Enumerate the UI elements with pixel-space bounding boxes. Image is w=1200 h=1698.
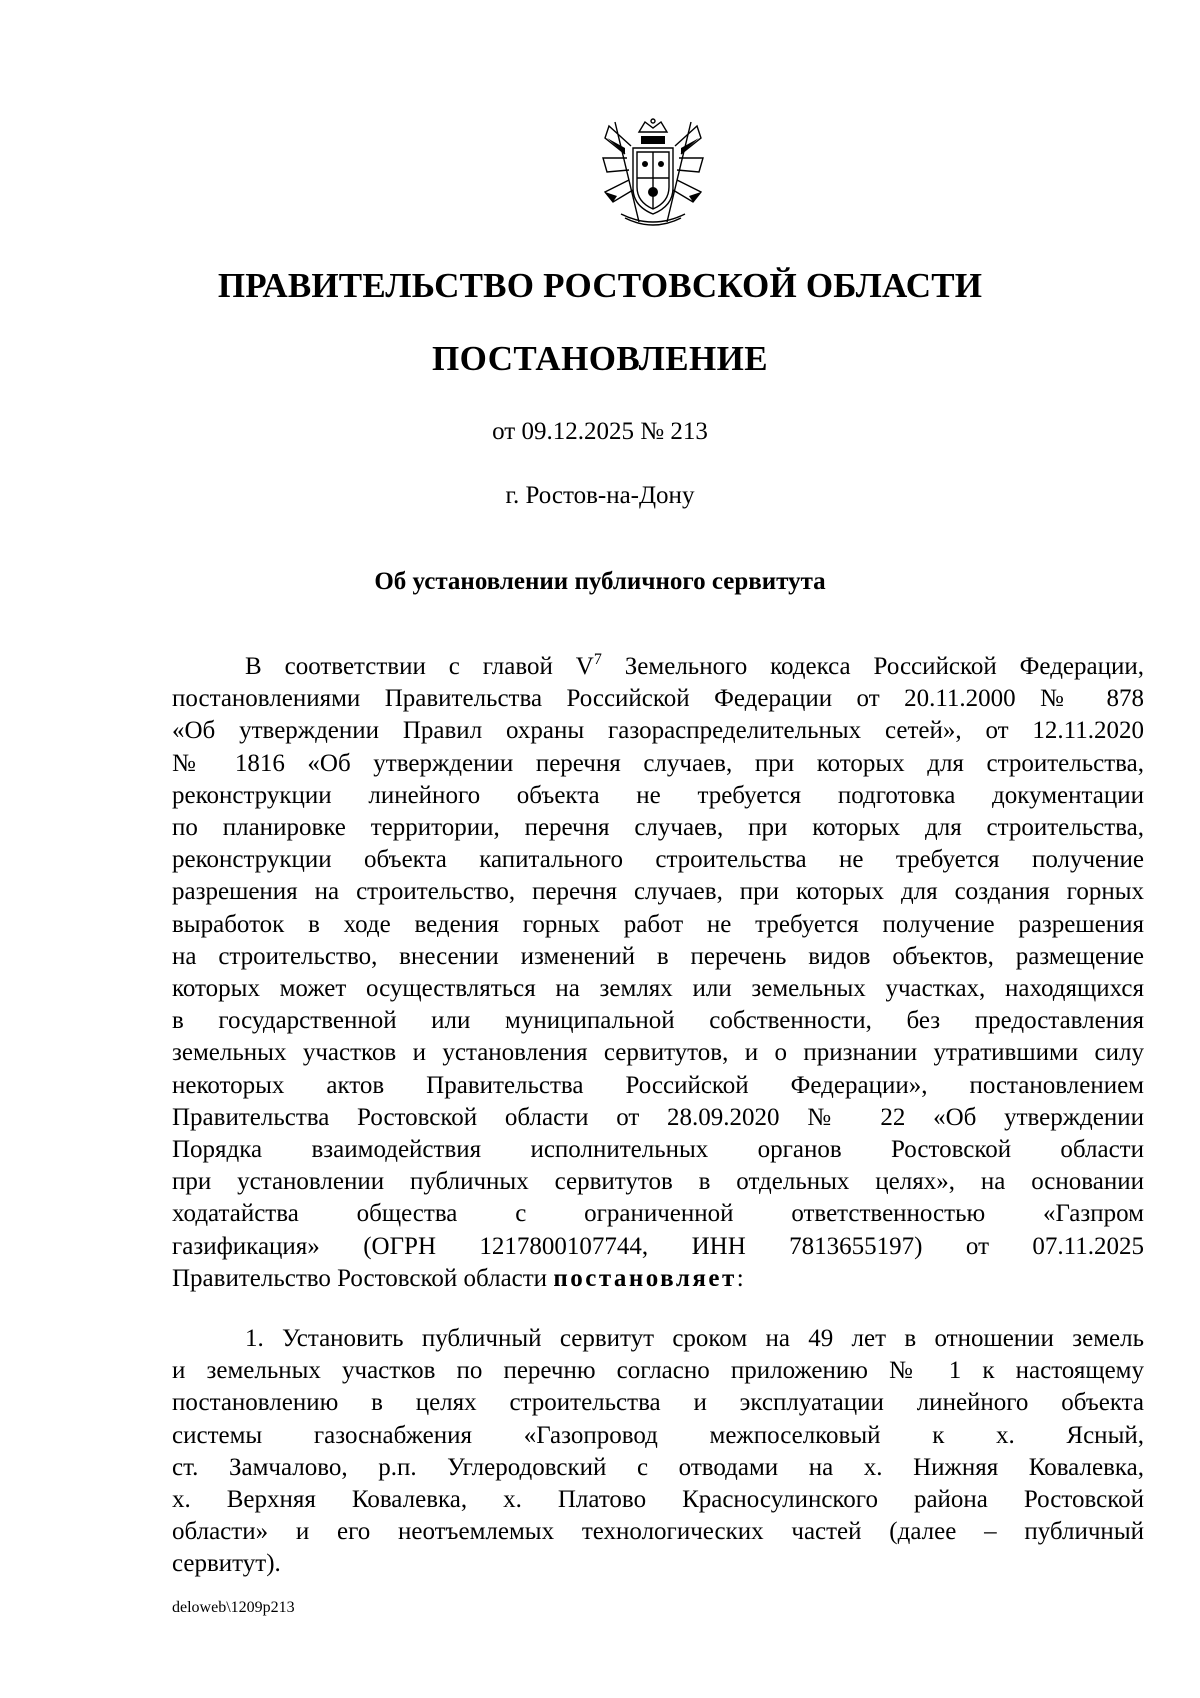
resolves-keyword: постановляет	[553, 1264, 737, 1292]
paragraph-line: которых может осуществляться на землях или земельных участках, находящихся	[172, 975, 1144, 1003]
paragraph-line: реконструкции объекта капитального строительства не требуется получение	[172, 846, 1144, 874]
paragraph-line: ходатайства общества с ограниченной ответственностью «Газпром	[172, 1200, 1144, 1228]
paragraph-line: постановлениями Правительства Российской Федерации от 20.11.2000 № 878	[172, 685, 1144, 713]
paragraph-line: в государственной или муниципальной собственности, без предоставления	[172, 1007, 1144, 1035]
paragraph-line: разрешения на строительство, перечня случаев, при которых для создания горных	[172, 878, 1144, 906]
document-city: г. Ростов-на-Дону	[505, 482, 695, 509]
paragraph-line: постановлению в целях строительства и эксплуатации линейного объекта	[172, 1389, 1144, 1417]
document-subject: Об установлении публичного сервитута	[374, 568, 826, 595]
paragraph-line: по планировке территории, перечня случаев, при которых для строительства,	[172, 814, 1144, 842]
paragraph-line: на строительство, внесении изменений в перечень видов объектов, размещение	[172, 942, 1144, 970]
paragraph-line: № 1816 «Об утверждении перечня случаев, при которых для строительства,	[172, 749, 1144, 777]
paragraph-line: Порядка взаимодействия исполнительных органов Ростовской области	[172, 1136, 1144, 1164]
document-type: ПОСТАНОВЛЕНИЕ	[432, 339, 768, 378]
paragraph-preamble	[172, 644, 1144, 1295]
coat-of-arms-icon	[595, 118, 711, 230]
paragraph-line: выработок в ходе ведения горных работ не требуется получение разрешения	[172, 910, 1144, 938]
paragraph-line: ст. Замчалово, р.п. Углеродовский с отводами на х. Нижняя Ковалевка,	[172, 1453, 1144, 1481]
paragraph-line: сервитут).	[172, 1550, 281, 1578]
paragraph-line: Правительства Ростовской области от 28.09.2020 № 22 «Об утверждении	[172, 1103, 1144, 1131]
paragraph-item-1	[172, 1323, 1144, 1581]
paragraph-line: земельных участков и установления сервитутов, и о признании утратившими силу	[172, 1039, 1144, 1067]
paragraph-line: В соответствии с главой $V^7$ Земельного кодекса Российской Федерации,	[245, 651, 1144, 680]
paragraph-line: реконструкции линейного объекта не требуется подготовка документации	[172, 781, 1144, 809]
paragraph-line: 1. Установить публичный сервитут сроком на 49 лет в отношении земель	[245, 1325, 1144, 1352]
paragraph-line: «Об утверждении Правил охраны газораспределительных сетей», от 12.11.2020	[172, 717, 1144, 745]
paragraph-line: Правительство Ростовской области постановляет:	[172, 1264, 744, 1292]
paragraph-line: х. Верхняя Ковалевка, х. Платово Красносулинского района Ростовской	[172, 1486, 1144, 1514]
paragraph-line: газификация» (ОГРН 1217800107744, ИНН 7813655197) от 07.11.2025	[172, 1232, 1144, 1260]
paragraph-line: и земельных участков по перечню согласно приложению № 1 к настоящему	[172, 1357, 1144, 1385]
document-registration-footer: deloweb\1209p213	[172, 1599, 295, 1616]
paragraph-line: некоторых актов Правительства Российской Федерации», постановлением	[172, 1071, 1144, 1099]
organization-title: ПРАВИТЕЛЬСТВО РОСТОВСКОЙ ОБЛАСТИ	[217, 266, 983, 305]
paragraph-line: при установлении публичных сервитутов в отдельных целях», на основании	[172, 1168, 1144, 1196]
document-date-number: от 09.12.2025 № 213	[492, 418, 708, 445]
paragraph-line: системы газоснабжения «Газопровод межпоселковый к х. Ясный,	[172, 1421, 1144, 1449]
paragraph-line: области» и его неотъемлемых технологических частей (далее – публичный	[172, 1518, 1144, 1546]
